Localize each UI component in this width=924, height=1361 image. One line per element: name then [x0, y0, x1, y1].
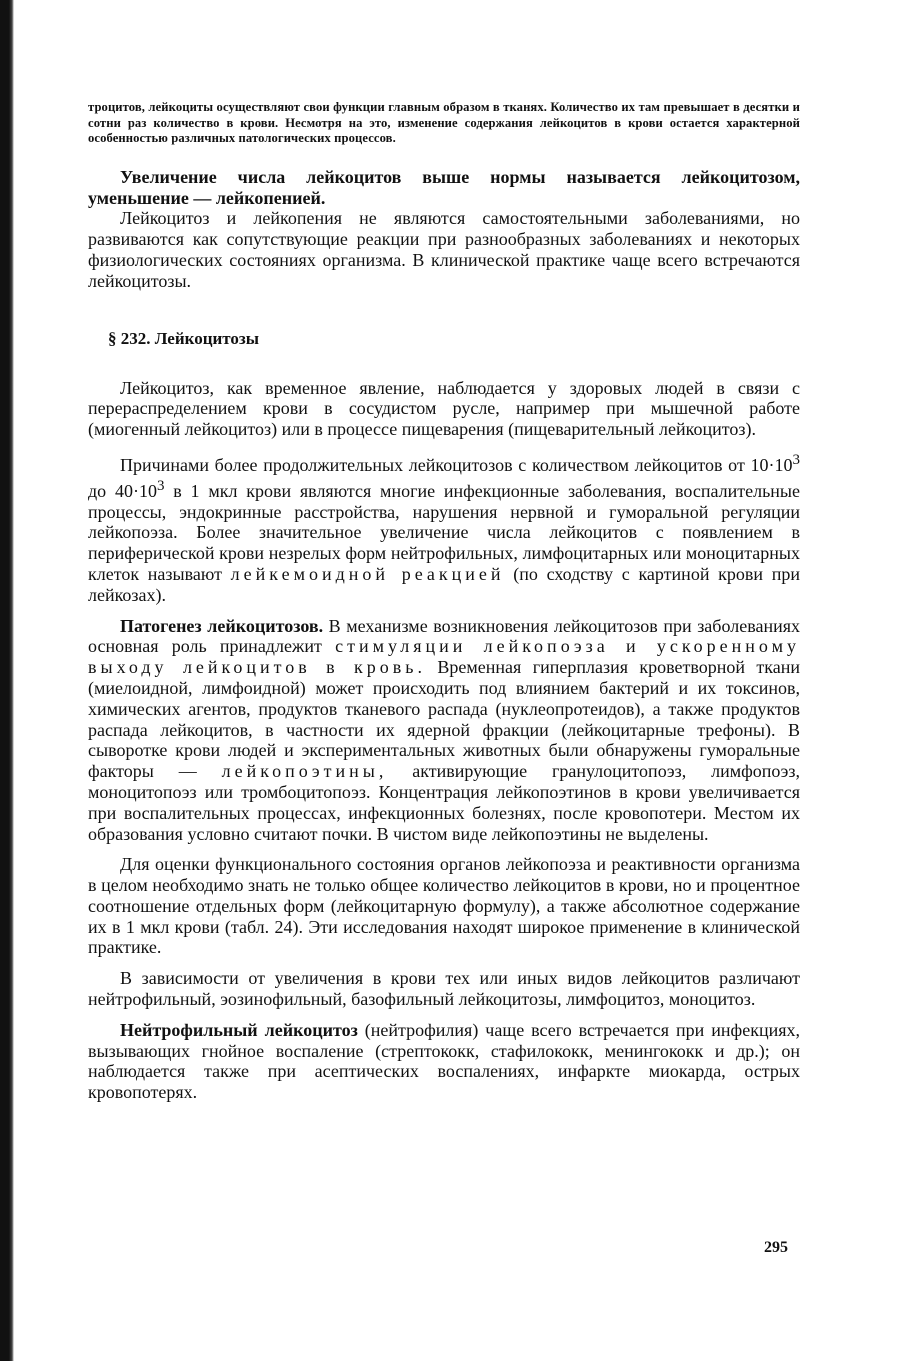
- paragraph-pathogenesis: [88, 616, 800, 845]
- page-content: [88, 100, 800, 1103]
- pathogenesis-text-3: активирующие гранулоцитопоэз, лимфопоэз, моноцитопоэз или тромбоцитопоэз. Концентрация лейкопоэтинов в крови увеличивается при воспалительных процессах, инфекционных болезнях, после кровопотери. Местом их образования условно считают почки. В чистом виде лейкопоэтины не выделены.: [88, 761, 800, 844]
- paragraph-neutrophil-leukocytosis: [88, 1020, 800, 1103]
- intro-small-paragraph: троцитов, лейкоциты осуществляют свои функции главным образом в тканях. Количество их там превышает в десятки и сотни раз количество в крови. Несмотря на это, изменение содержания лейкоцитов в крови остается характерной особенностью различных патологических процессов.: [88, 100, 800, 146]
- section-heading: § 232. Лейкоцитозы: [108, 328, 260, 348]
- pathogenesis-text-2: Временная гиперплазия кроветворной ткани (миелоидной, лимфоидной) может происходить под влиянием бактерий и их токсинов, химических агентов, продуктов тканевого распада (нуклеопротеидов), а также продуктов распада лейкоцитов, в частности их ядерной фракции (лейкоцитарные трефоны). В сыворотке крови людей и экспериментальных животных были обнаружены гуморальные факторы —: [88, 657, 800, 782]
- pathogenesis-spaced-1: стимуляции лейкопоэза и ускоренному выходу лейкоцитов в кровь.: [88, 636, 800, 678]
- pathogenesis-text-1: В механизме возникновения лейкоцитозов при заболеваниях основная роль принадлежит: [88, 615, 800, 657]
- pathogenesis-heading: Патогенез лейкоцитозов.: [120, 615, 324, 636]
- paragraph-temporary-leukocytosis: Лейкоцитоз, как временное явление, наблюдается у здоровых людей в связи с перераспределением крови в сосудистом русле, например при мышечной работе (миогенный лейкоцитоз) или в процессе пищеварения (пищеварительный лейкоцитоз).: [88, 377, 800, 440]
- paragraph-leukocytosis-types: В зависимости от увеличения в крови тех или иных видов лейкоцитов различают нейтрофильный, эозинофильный, базофильный лейкоцитозы, лимфоцитоз, моноцитоз.: [88, 968, 800, 1010]
- page-number: 295: [764, 1239, 788, 1256]
- paragraph-leukopenia: Лейкоцитоз и лейкопения не являются самостоятельными заболеваниями, но развиваются как сопутствующие реакции при разнообразных заболеваниях и некоторых физиологических состояниях организма. В клинической практике чаще всего встречаются лейкоцитозы.: [88, 208, 800, 291]
- causes-text-1: Причинами более продолжительных лейкоцитозов с количеством лейкоцитов от 10·10: [120, 454, 793, 475]
- pathogenesis-spaced-2: лейкопоэтины,: [221, 761, 388, 782]
- causes-text-2: до 40·10: [88, 480, 157, 501]
- definition-paragraph: Увеличение числа лейкоцитов выше нормы называется лейкоцитозом, уменьшение — лейкопенией.: [88, 166, 800, 208]
- paragraph-causes: [88, 450, 800, 606]
- causes-text-3: в 1 мкл крови являются многие инфекционные заболевания, воспалительные процессы, эндокринные расстройства, нарушения нервной и гуморальной регуляции лейкопоэза. Более значительное увеличение числа лейкоцитов с появлением в периферической крови незрелых форм нейтрофильных, лимфоцитарных или моноцитарных клеток называют: [88, 480, 800, 584]
- causes-superscript-1: 3: [792, 451, 800, 468]
- causes-text-4: (по сходству с картиной крови при лейкозах).: [88, 563, 801, 605]
- causes-spaced-term: лейкемоидной реакцией: [230, 563, 505, 584]
- causes-superscript-2: 3: [156, 477, 165, 494]
- page-binding-shadow: [0, 0, 14, 1361]
- neutrophil-heading: Нейтрофильный лейкоцитоз: [120, 1019, 358, 1040]
- paragraph-leukocyte-formula: Для оценки функционального состояния органов лейкопоэза и реактивности организма в целом необходимо знать не только общее количество лейкоцитов в крови, но и процентное соотношение отдельных форм (лейкоцитарную формулу), а также абсолютное содержание их в 1 мкл крови (табл. 24). Эти исследования находят широкое применение в клинической практике.: [88, 854, 800, 958]
- neutrophil-text: (нейтрофилия) чаще всего встречается при инфекциях, вызывающих гнойное воспаление (стрептококк, стафилококк, менингококк и др.); он наблюдается также при асептических воспалениях, инфаркте миокарда, острых кровопотерях.: [88, 1019, 800, 1103]
